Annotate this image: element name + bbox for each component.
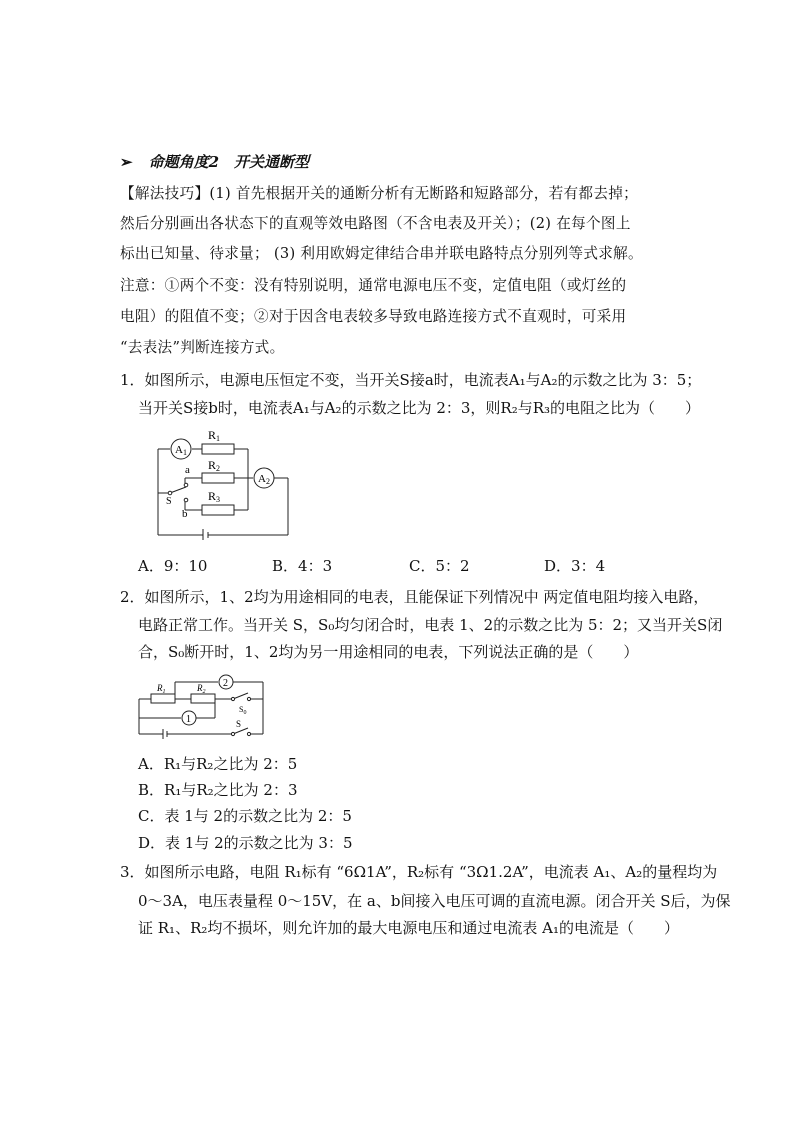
tips-line-1: 【解法技巧】(1) 首先根据开关的通断分析有无断路和短路部分，若有都去掉； — [120, 185, 639, 202]
resistor-r2 — [202, 473, 234, 483]
tips-line-3: 标出已知量、待求量； (3) 利用欧姆定律结合串并联电路特点分别列等式求解。 — [120, 245, 643, 262]
q1-option-c[interactable]: C．5：2 — [409, 557, 470, 575]
svg-text:A1: A1 — [175, 444, 187, 457]
q2-circuit-diagram — [135, 670, 270, 740]
q2-option-a[interactable]: A．R₁与R₂之比为 2：5 — [138, 755, 298, 773]
svg-text:2: 2 — [223, 678, 228, 689]
resistor-r2 — [191, 694, 215, 703]
tips-line-4: 注意：①两个不变：没有特别说明，通常电源电压不变，定值电阻（或灯丝的 — [120, 277, 627, 294]
section-heading — [120, 152, 309, 172]
arrow-bullet-icon: ➢ — [120, 153, 133, 171]
q1-line-1: 1．如图所示，电源电压恒定不变，当开关S接a时，电流表A₁与A₂的示数之比为 3：5； — [120, 371, 702, 389]
svg-text:S: S — [236, 719, 242, 729]
resistor-r3 — [202, 505, 234, 515]
q1-circuit-diagram — [140, 425, 300, 540]
svg-text:R2: $R_2$ — [197, 683, 206, 695]
q3-line-3: 证 R₁、R₂均不损坏，则允许加的最大电源电压和通过电流表 A₁的电流是（ ） — [138, 919, 679, 937]
svg-text:A2: A2 — [258, 473, 270, 486]
q3-line-1: 3．如图所示电路，电阻 R₁标有 “6Ω1A”，R₂标有 “3Ω1.2A”，电流表 A₁、A₂的量程均为 — [120, 863, 718, 881]
q2-option-c[interactable]: C．表 1与 2的示数之比为 2：5 — [138, 807, 352, 825]
heading-text: 命题角度2 开关通断型 — [148, 153, 310, 171]
q2-option-b[interactable]: B．R₁与R₂之比为 2：3 — [138, 781, 298, 799]
svg-text:R3: R3 — [208, 489, 221, 504]
switch-s0-blade — [233, 693, 248, 699]
tips-line-2: 然后分别画出各状态下的直观等效电路图（不含电表及开关）；(2) 在每个图上 — [120, 215, 631, 232]
svg-text:1: 1 — [186, 714, 191, 725]
q2-line-1: 2．如图所示，1、2均为用途相同的电表，且能保证下列情况中 两定值电阻均接入电路， — [120, 588, 709, 606]
q1-option-d[interactable]: D．3：4 — [544, 557, 606, 575]
q2-line-3: 合，S₀断开时，1、2均为另一用途相同的电表，下列说法正确的是（ ） — [138, 643, 639, 661]
svg-text:R2: R2 — [208, 458, 221, 473]
q1-line-2: 当开关S接b时，电流表A₁与A₂的示数之比为 2：3，则R₂与R₃的电阻之比为（ ） — [138, 399, 701, 417]
resistor-r1 — [202, 444, 234, 454]
switch-s-blade — [170, 487, 186, 493]
svg-text:S0: $S_0$ — [239, 705, 247, 716]
q1-option-a[interactable]: A．9：10 — [138, 557, 208, 575]
tips-line-6: “去表法”判断连接方式。 — [120, 339, 285, 356]
resistor-r1 — [151, 694, 175, 703]
q1-option-b[interactable]: B．4：3 — [272, 557, 333, 575]
q2-option-d[interactable]: D．表 1与 2的示数之比为 3：5 — [138, 834, 353, 852]
q2-line-2: 电路正常工作。当开关 S，S₀均匀闭合时，电表 1、2的示数之比为 5：2；又当开关S闭 — [138, 616, 723, 634]
svg-text:R1: R1 — [208, 428, 221, 443]
tips-line-5: 电阻）的阻值不变；②对于因含电表较多导致电路连接方式不直观时，可采用 — [120, 308, 627, 325]
svg-text:S: S — [166, 496, 172, 507]
svg-text:R1: $R_1$ — [157, 683, 166, 695]
svg-text:b: b — [182, 508, 188, 520]
q3-line-2: 0～3A，电压表量程 0～15V，在 a、b间接入电压可调的直流电源。闭合开关 S后，为保 — [138, 892, 731, 910]
svg-text:a: a — [185, 464, 190, 476]
